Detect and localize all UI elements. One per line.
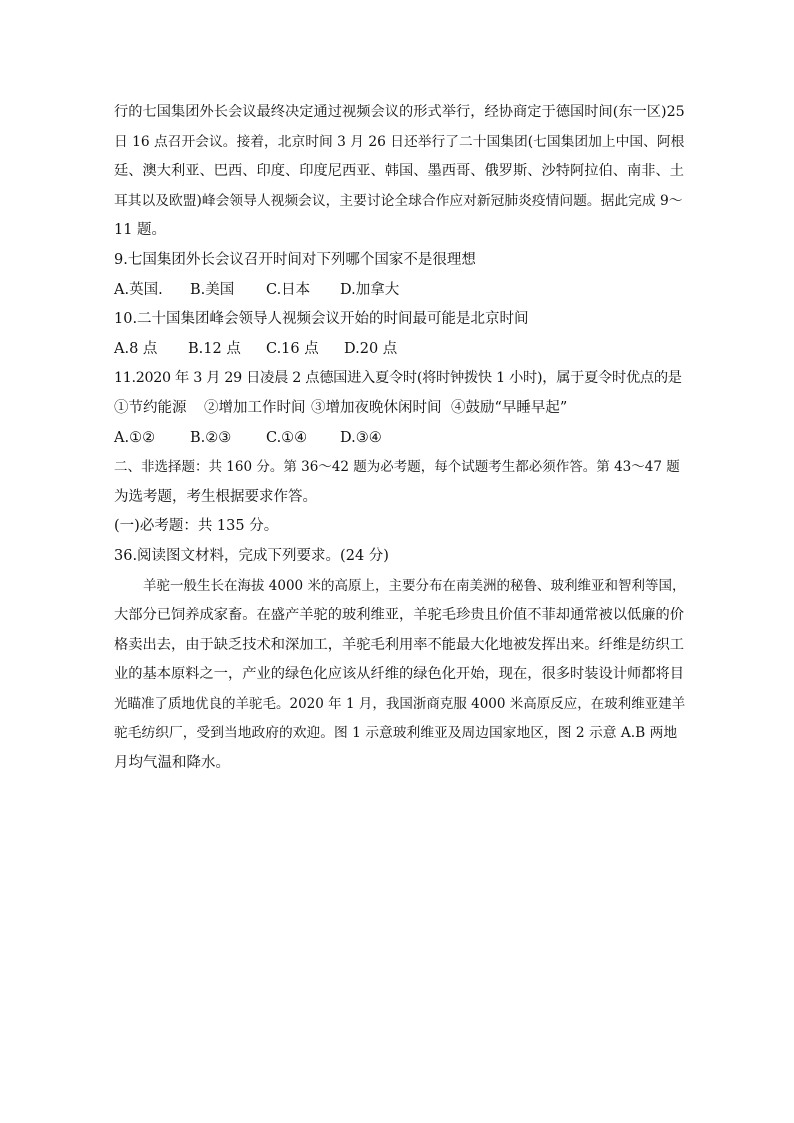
option-d: D.加拿大 [340, 281, 400, 298]
material-line: 大部分已饲养成家畜。在盛产羊驼的玻利维亚，羊驼毛珍贵且价值不菲却通常被以低廉的价 [114, 607, 685, 624]
option-a: A.8 点 [114, 340, 158, 357]
intro-line: 11 题。 [114, 222, 167, 239]
question-10 [114, 305, 686, 364]
intro-line: 耳其以及欧盟)峰会领导人视频会议，主要讨论全球合作应对新冠肺炎疫情问题。据此完成 9～ [114, 192, 683, 209]
document-body [114, 98, 686, 779]
statement-item: ②增加工作时间 [204, 399, 306, 416]
option-a: A.①② [114, 429, 156, 446]
material-line: 羊驼一般生长在海拔 4000 米的高原上，主要分布在南美洲的秘鲁、玻利维亚和智利等国， [143, 577, 686, 594]
question-36-material [114, 572, 686, 779]
option-c: C.日本 [266, 281, 311, 298]
intro-paragraph [114, 98, 686, 246]
answer-options [114, 335, 686, 365]
intro-line: 日 16 点召开会议。接着，北京时间 3 月 26 日还举行了二十国集团(七国集团加上中国、阿根 [114, 133, 685, 150]
question-stem: 9.七国集团外长会议召开时间对下列哪个国家不是很理想 [114, 251, 476, 268]
statement-items [114, 394, 686, 424]
statement-item: ①节约能源 [114, 399, 187, 416]
option-b: B.②③ [190, 429, 232, 446]
option-c: C.16 点 [266, 340, 319, 357]
section-line: 二、非选择题：共 160 分。第 36～42 题为必考题，每个试题考生都必须作答。第 43～47 题 [114, 459, 680, 476]
question-36-stem: 36.阅读图文材料，完成下列要求。(24 分) [114, 547, 389, 564]
material-line: 业的基本原料之一，产业的绿色化应该从纤维的绿色化开始，现在，很多时装设计师都将目 [114, 666, 685, 683]
intro-line: 廷、澳大利亚、巴西、印度、印度尼西亚、韩国、墨西哥、俄罗斯、沙特阿拉伯、南非、土 [114, 163, 685, 180]
answer-options [114, 276, 686, 306]
question-11 [114, 364, 686, 453]
material-line: 光瞄准了质地优良的羊驼毛。2020 年 1 月，我国浙商克服 4000 米高原反应，在玻利维亚建羊 [114, 695, 686, 712]
section-2-heading [114, 453, 686, 512]
question-stem: 10.二十国集团峰会领导人视频会议开始的时间最可能是北京时间 [114, 311, 529, 328]
option-c: C.①④ [266, 429, 308, 446]
option-d: D.③④ [340, 429, 382, 446]
material-line: 驼毛纺织厂，受到当地政府的欢迎。图 1 示意玻利维亚及周边国家地区，图 2 示意 A.B 两地 [114, 725, 678, 742]
material-line: 月均气温和降水。 [114, 755, 230, 772]
option-b: B.美国 [190, 281, 235, 298]
question-stem: 11.2020 年 3 月 29 日凌晨 2 点德国进入夏令时(将时钟拨快 1 小时)，属于夏令时优点的是 [114, 370, 682, 387]
answer-options [114, 424, 686, 454]
option-d: D.20 点 [344, 340, 398, 357]
intro-line: 行的七国集团外长会议最终决定通过视频会议的形式举行，经协商定于德国时间(东一区)25 [114, 104, 685, 120]
option-a: A.英国. [114, 281, 163, 298]
material-line: 格卖出去，由于缺乏技术和深加工，羊驼毛利用率不能最大化地被发挥出来。纤维是纺织工 [114, 636, 685, 653]
statement-item: ③增加夜晚休闲时间 [311, 399, 442, 416]
statement-item: ④鼓励“早睡早起” [451, 399, 568, 416]
section-line: 为选考题，考生根据要求作答。 [114, 488, 317, 505]
option-b: B.12 点 [188, 340, 241, 357]
question-9 [114, 246, 686, 305]
sub-heading: (一)必考题：共 135 分。 [114, 518, 279, 535]
